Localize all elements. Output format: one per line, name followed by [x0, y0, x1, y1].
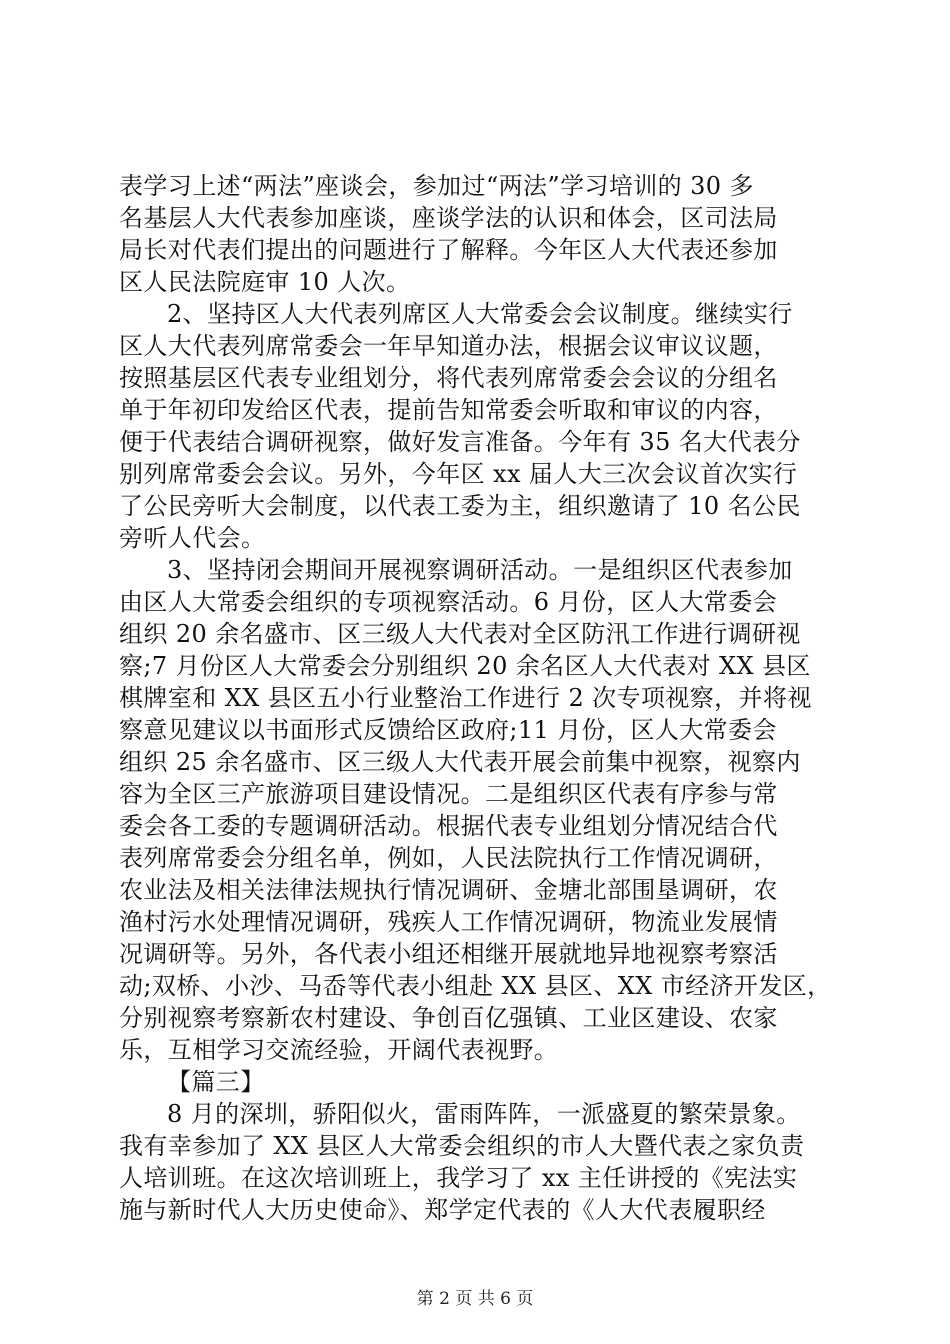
- text-line: 组织 25 余名盛市、区三级人大代表开展会前集中视察，视察内: [119, 748, 801, 776]
- text-line: 施与新时代人大历史使命》、郑学定代表的《人大代表履职经: [119, 1196, 766, 1224]
- text-line: 区人大代表列席常委会一年早知道办法，根据会议审议议题，: [119, 332, 778, 360]
- text-line: 组织 20 余名盛市、区三级人大代表对全区防汛工作进行调研视: [119, 620, 801, 648]
- text-line: 农业法及相关法律法规执行情况调研、金塘北部围垦调研，农: [119, 876, 778, 904]
- page-number-footer: 第 2 页 共 6 页: [416, 1289, 534, 1309]
- text-line: 旁听人代会。: [119, 524, 266, 552]
- text-line: 名基层人大代表参加座谈，座谈学法的认识和体会，区司法局: [119, 204, 778, 232]
- text-line: 单于年初印发给区代表，提前告知常委会听取和审议的内容，: [119, 396, 778, 424]
- paragraph-start-line: 2、坚持区人大代表列席区人大常委会会议制度。继续实行: [167, 300, 793, 328]
- text-line: 分别视察考察新农村建设、争创百亿强镇、工业区建设、农家: [119, 1004, 778, 1032]
- text-line: 局长对代表们提出的问题进行了解释。今年区人大代表还参加: [119, 236, 778, 264]
- paragraph-start-line: 3、坚持闭会期间开展视察调研活动。一是组织区代表参加: [167, 556, 793, 584]
- text-line: 况调研等。另外，各代表小组还相继开展就地异地视察考察活: [119, 940, 778, 968]
- paragraph-start-line: 8 月的深圳，骄阳似火，雷雨阵阵，一派盛夏的繁荣景象。: [167, 1100, 801, 1128]
- text-line: 人培训班。在这次培训班上，我学习了 xx 主任讲授的《宪法实: [119, 1164, 798, 1192]
- text-line: 由区人大常委会组织的专项视察活动。6 月份，区人大常委会: [119, 588, 778, 616]
- text-line: 容为全区三产旅游项目建设情况。二是组织区代表有序参与常: [119, 780, 778, 808]
- text-line: 乐，互相学习交流经验，开阔代表视野。: [119, 1036, 559, 1064]
- text-line: 便于代表结合调研视察，做好发言准备。今年有 35 名大代表分: [119, 428, 801, 456]
- text-line: 了公民旁听大会制度，以代表工委为主，组织邀请了 10 名公民: [119, 492, 801, 520]
- text-line: 渔村污水处理情况调研，残疾人工作情况调研，物流业发展情: [119, 908, 778, 936]
- text-line: 按照基层区代表专业组划分，将代表列席常委会会议的分组名: [119, 364, 778, 392]
- section-heading: 【篇三】: [167, 1068, 265, 1096]
- text-line: 棋牌室和 XX 县区五小行业整治工作进行 2 次专项视察，并将视: [119, 684, 812, 712]
- text-line: 动;双桥、小沙、马岙等代表小组赴 XX 县区、XX 市经济开发区，: [119, 972, 832, 1000]
- text-line: 表列席常委会分组名单，例如，人民法院执行工作情况调研，: [119, 844, 778, 872]
- document-body: [119, 170, 831, 1226]
- text-line: 区人民法院庭审 10 人次。: [119, 268, 411, 296]
- text-line: 察意见建议以书面形式反馈给区政府;11 月份，区人大常委会: [119, 716, 777, 744]
- text-line: 表学习上述“两法”座谈会，参加过“两法”学习培训的 30 多: [119, 172, 754, 200]
- text-line: 我有幸参加了 XX 县区人大常委会组织的市人大暨代表之家负责: [119, 1132, 805, 1160]
- text-line: 别列席常委会会议。另外，今年区 xx 届人大三次会议首次实行: [119, 460, 798, 488]
- text-line: 察;7 月份区人大常委会分别组织 20 余名区人大代表对 XX 县区: [119, 652, 811, 680]
- text-line: 委会各工委的专题调研活动。根据代表专业组划分情况结合代: [119, 812, 778, 840]
